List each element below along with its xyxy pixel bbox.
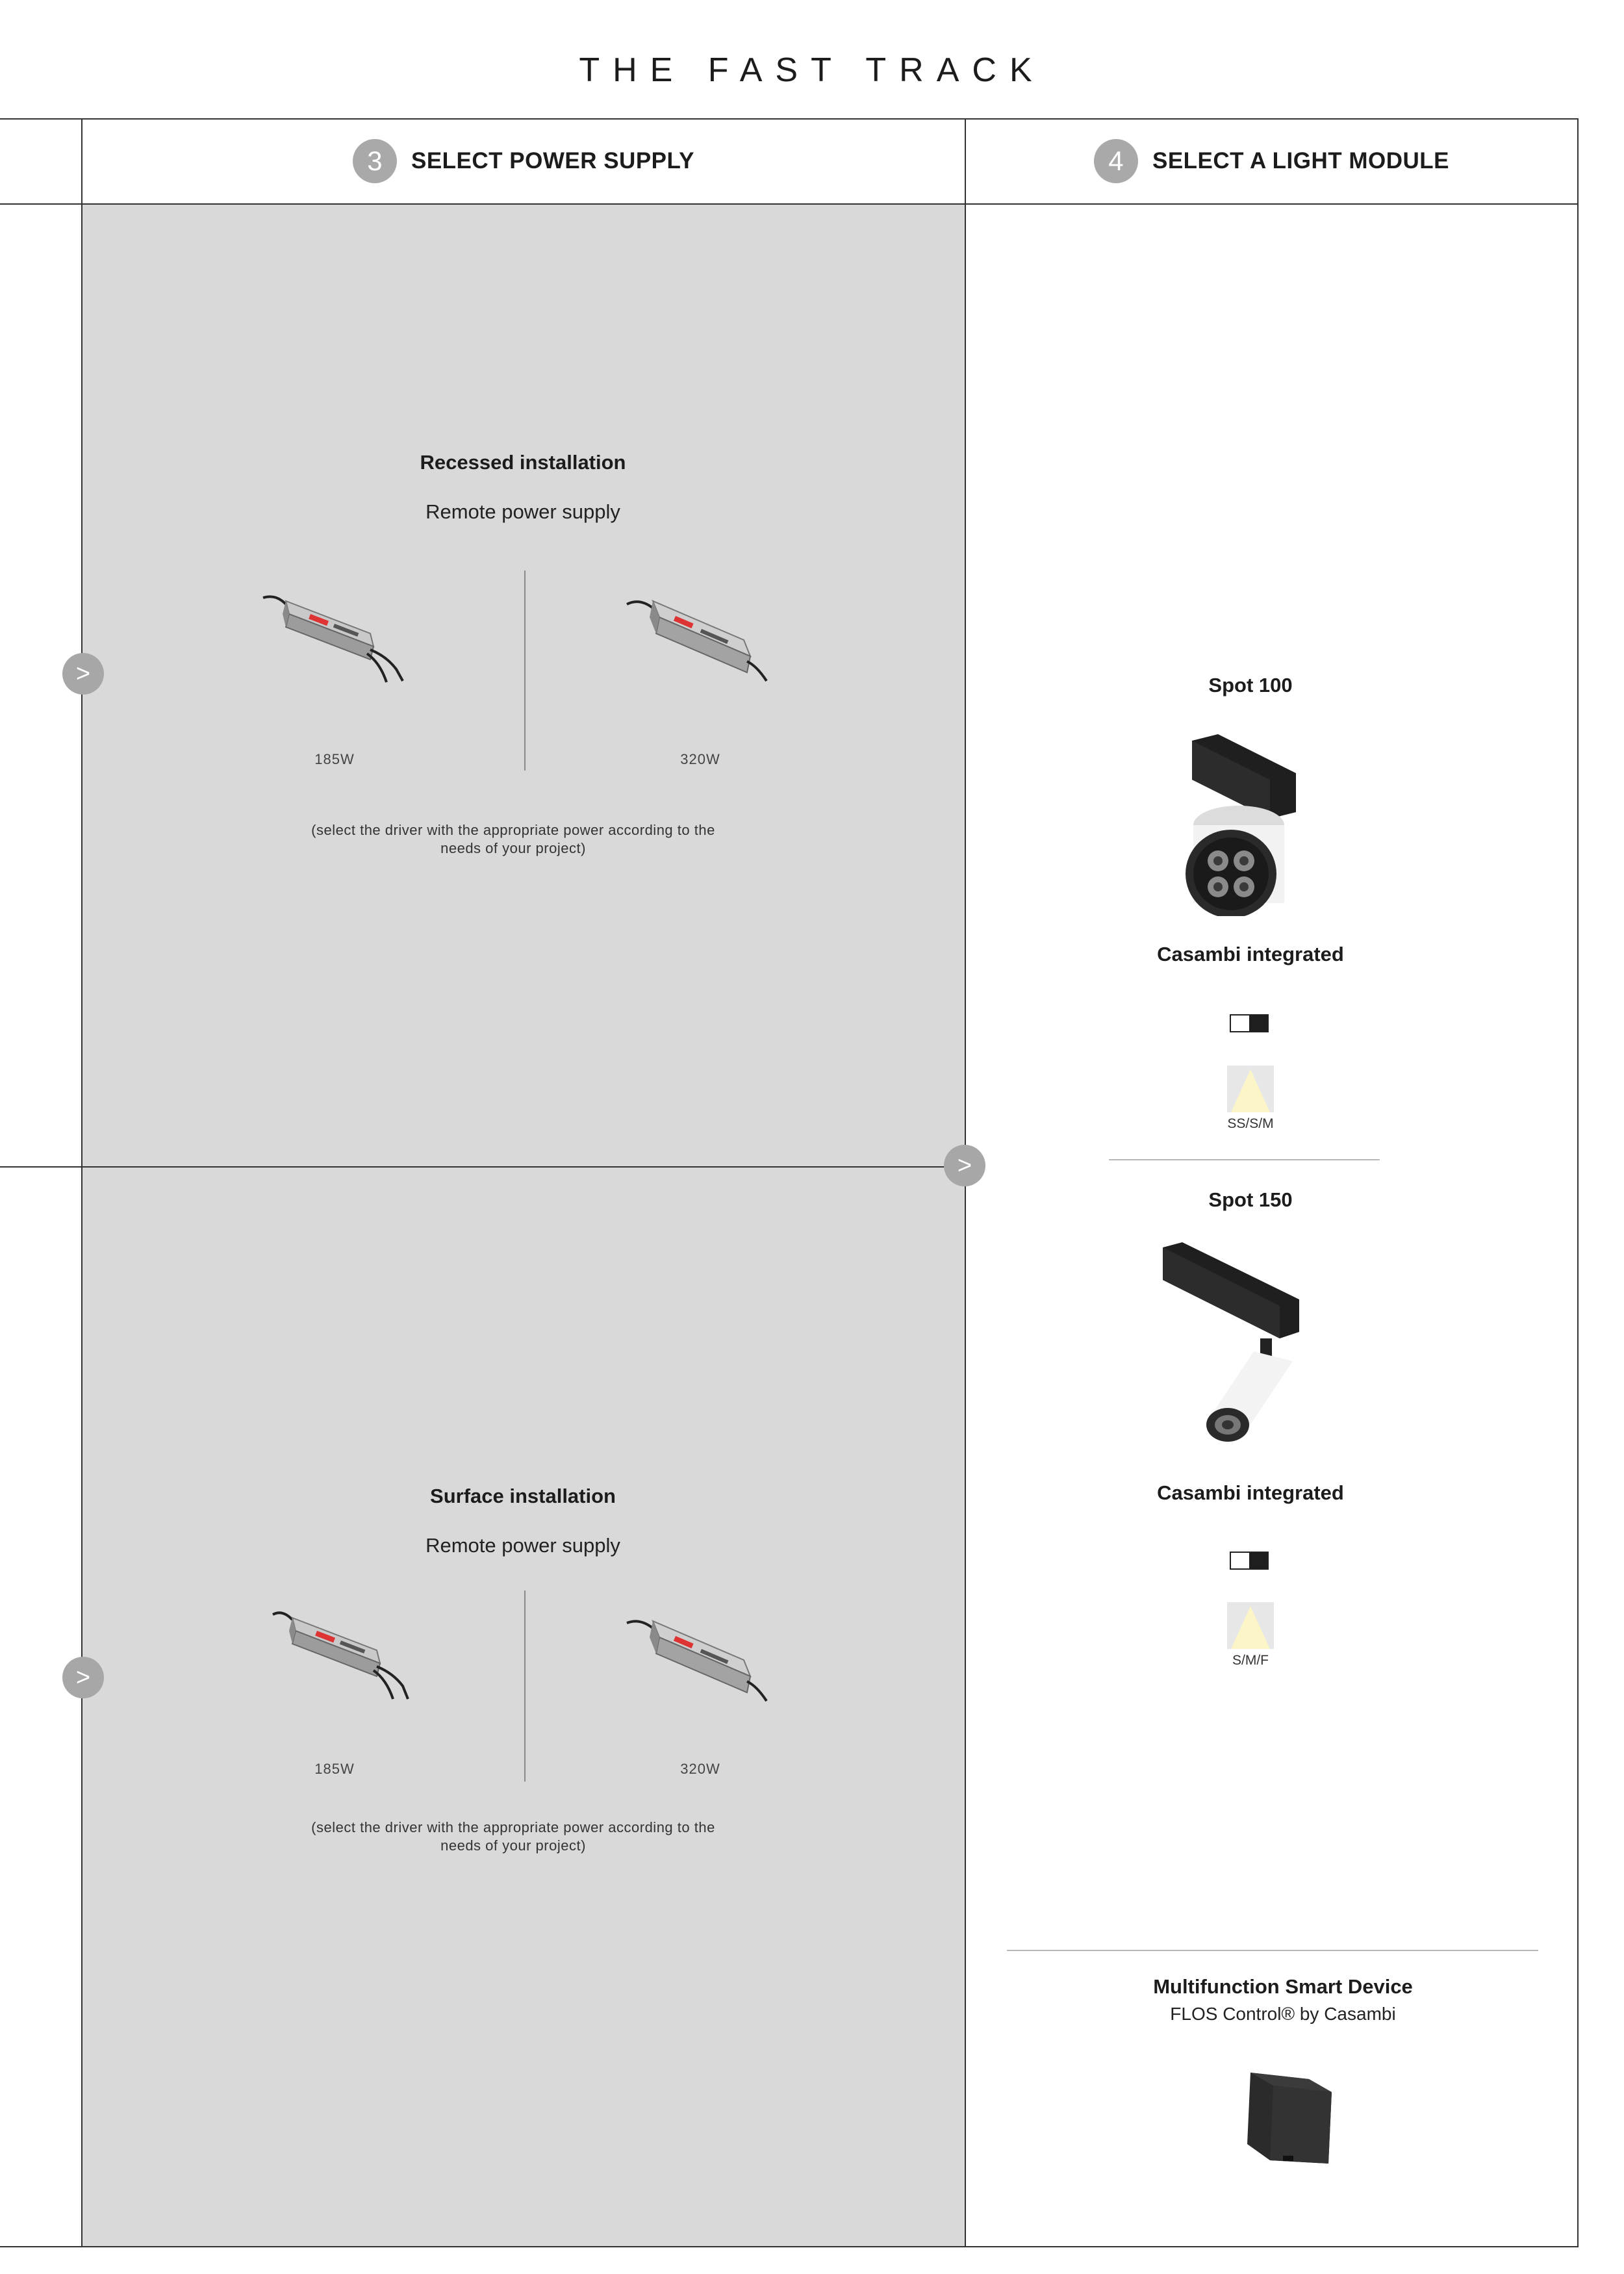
finish-black bbox=[1249, 1016, 1267, 1031]
smart-device-title: Multifunction Smart Device bbox=[1153, 1975, 1413, 1998]
spot-100-control: Casambi integrated bbox=[1157, 943, 1344, 965]
recessed-subtitle: Remote power supply bbox=[425, 500, 620, 523]
recessed-note-line1: (select the driver with the appropriate power according to the bbox=[311, 822, 715, 838]
power-supply-title: SELECT POWER SUPPLY bbox=[411, 147, 695, 173]
driver-divider bbox=[524, 570, 526, 771]
surface-note-line1: (select the driver with the appropriate power according to the bbox=[311, 1819, 715, 1835]
smart-device-subtitle: FLOS Control® by Casambi bbox=[1170, 2004, 1396, 2024]
spot-150-finish-swatch[interactable] bbox=[1230, 1552, 1269, 1570]
smart-device-divider bbox=[1007, 1950, 1538, 1951]
driver-divider bbox=[524, 1591, 526, 1782]
surface-note-line2: needs of your project) bbox=[440, 1837, 586, 1854]
spot-150-control: Casambi integrated bbox=[1157, 1481, 1344, 1504]
recessed-title: Recessed installation bbox=[420, 451, 626, 474]
module-divider bbox=[1109, 1159, 1380, 1160]
driver-320w-image[interactable] bbox=[624, 1605, 773, 1709]
light-module-title: SELECT A LIGHT MODULE bbox=[1152, 147, 1450, 173]
surface-note bbox=[253, 1819, 773, 1855]
spot-100-beam-icon bbox=[1227, 1066, 1274, 1112]
spot-150-beam-label: S/M/F bbox=[1232, 1653, 1269, 1668]
surface-panel bbox=[82, 1167, 965, 2246]
spot-100-title: Spot 100 bbox=[1208, 674, 1293, 696]
power-supply-header bbox=[82, 118, 965, 203]
spot-150-title: Spot 150 bbox=[1208, 1188, 1293, 1211]
driver-320w-label: 320W bbox=[680, 751, 720, 767]
driver-185w-image[interactable] bbox=[266, 1602, 416, 1706]
left-col-line bbox=[81, 118, 82, 2247]
finish-white bbox=[1231, 1553, 1249, 1568]
step-4-badge: 4 bbox=[1094, 139, 1138, 183]
spot-150-beam-icon bbox=[1227, 1602, 1274, 1649]
surface-subtitle: Remote power supply bbox=[425, 1534, 620, 1557]
recessed-note bbox=[253, 821, 773, 858]
smart-device-image[interactable] bbox=[1237, 2066, 1335, 2170]
surface-title: Surface installation bbox=[430, 1485, 616, 1507]
finish-black bbox=[1249, 1553, 1267, 1568]
arrow-button-to-modules[interactable]: > bbox=[944, 1145, 985, 1186]
recessed-note-line2: needs of your project) bbox=[440, 840, 586, 856]
recessed-panel bbox=[82, 204, 965, 1166]
finish-white bbox=[1231, 1016, 1249, 1031]
section-divider-line bbox=[0, 1166, 965, 1168]
spot-100-beam-label: SS/S/M bbox=[1227, 1116, 1274, 1131]
table-bottom-line bbox=[0, 2246, 1579, 2247]
header-bottom-line bbox=[0, 203, 1579, 205]
driver-320w-label: 320W bbox=[680, 1761, 720, 1777]
driver-185w-label: 185W bbox=[314, 1761, 355, 1777]
spot-100-finish-swatch[interactable] bbox=[1230, 1014, 1269, 1032]
spot-100-image[interactable] bbox=[1179, 734, 1309, 916]
spot-150-image[interactable] bbox=[1156, 1241, 1312, 1442]
step-3-badge: 3 bbox=[353, 139, 397, 183]
driver-185w-label: 185W bbox=[314, 751, 355, 767]
page-title: THE FAST TRACK bbox=[579, 51, 1045, 89]
driver-320w-image[interactable] bbox=[624, 585, 773, 689]
right-col-line bbox=[1577, 118, 1579, 2247]
arrow-button-recessed[interactable]: > bbox=[62, 653, 104, 695]
arrow-button-surface[interactable]: > bbox=[62, 1657, 104, 1698]
light-module-header bbox=[966, 118, 1577, 203]
driver-185w-image[interactable] bbox=[260, 585, 409, 689]
